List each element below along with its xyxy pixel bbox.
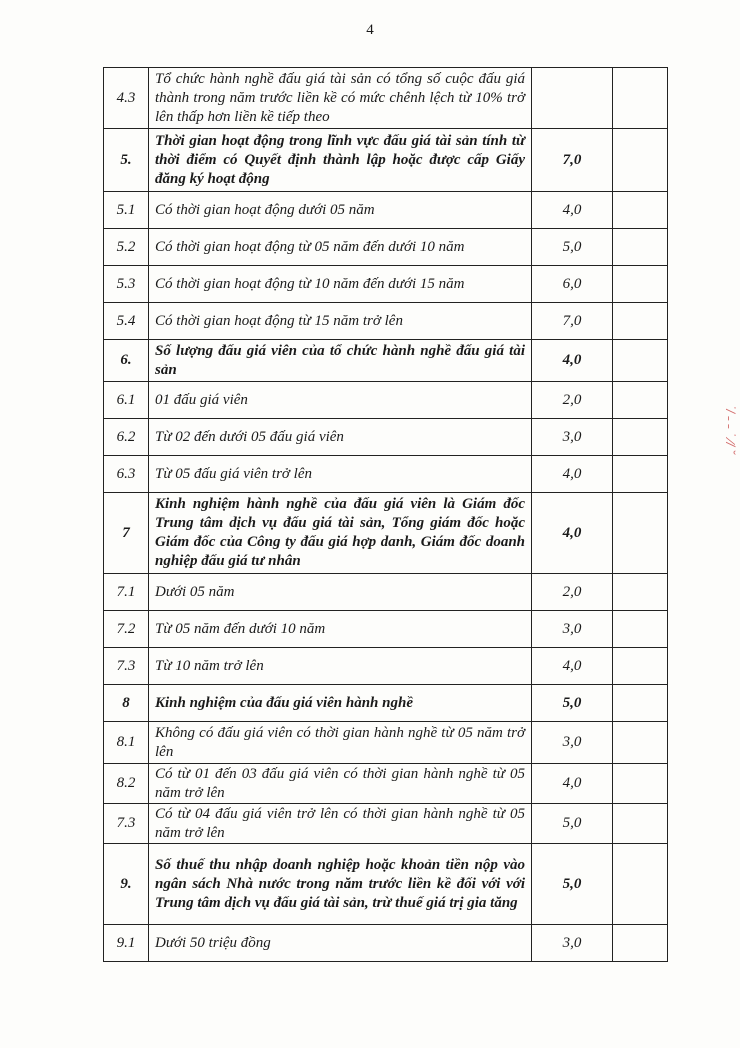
evaluation-cell (613, 611, 668, 648)
row-number: 6.1 (104, 382, 149, 419)
row-number: 8.1 (104, 722, 149, 764)
table-row (104, 303, 668, 340)
evaluation-cell (613, 925, 668, 962)
max-score: 7,0 (532, 129, 613, 192)
criterion-text: Có thời gian hoạt động từ 05 năm đến dưới 10 năm (149, 229, 532, 266)
criterion-text: Thời gian hoạt động trong lĩnh vực đấu giá tài sản tính từ thời điểm có Quyết định thành lập hoặc được cấp Giấy đăng ký hoạt động (149, 129, 532, 192)
evaluation-cell (613, 493, 668, 574)
max-score: 3,0 (532, 925, 613, 962)
max-score: 3,0 (532, 722, 613, 764)
criterion-text: Từ 05 đấu giá viên trở lên (149, 456, 532, 493)
row-number: 6.3 (104, 456, 149, 493)
row-number: 7.1 (104, 574, 149, 611)
criterion-text: Kinh nghiệm hành nghề của đấu giá viên là Giám đốc Trung tâm dịch vụ đấu giá tài sản, Tổng giám đốc hoặc Giám đốc của Công ty đấu giá hợp danh, Giám đốc doanh nghiệp đấu giá tư nhân (149, 493, 532, 574)
table-row (104, 129, 668, 192)
evaluation-cell (613, 192, 668, 229)
table-row (104, 419, 668, 456)
max-score: 5,0 (532, 804, 613, 844)
evaluation-cell (613, 266, 668, 303)
max-score: 3,0 (532, 419, 613, 456)
table-row (104, 68, 668, 129)
table-row (104, 340, 668, 382)
row-number: 9. (104, 844, 149, 925)
evaluation-cell (613, 722, 668, 764)
max-score: 5,0 (532, 685, 613, 722)
row-number: 5. (104, 129, 149, 192)
table-row (104, 493, 668, 574)
criterion-text: Tổ chức hành nghề đấu giá tài sản có tổng số cuộc đấu giá thành trong năm trước liền kề có mức chênh lệch từ 10% trở lên thấp hơn liền kề tiếp theo (149, 68, 532, 129)
criterion-text: Từ 10 năm trở lên (149, 648, 532, 685)
max-score: 4,0 (532, 192, 613, 229)
evaluation-cell (613, 685, 668, 722)
max-score: 5,0 (532, 844, 613, 925)
table-row (104, 611, 668, 648)
table-row (104, 722, 668, 764)
page-number: 4 (366, 22, 374, 38)
criterion-text: Số thuế thu nhập doanh nghiệp hoặc khoản tiền nộp vào ngân sách Nhà nước trong năm trước liền kề đối với với Trung tâm dịch vụ đấu giá tài sản, trừ thuế giá trị gia tăng (149, 844, 532, 925)
evaluation-cell (613, 340, 668, 382)
table-row (104, 192, 668, 229)
evaluation-cell (613, 229, 668, 266)
table-row (104, 648, 668, 685)
table-row (104, 266, 668, 303)
evaluation-cell (613, 844, 668, 925)
criterion-text: Kinh nghiệm của đấu giá viên hành nghề (149, 685, 532, 722)
row-number: 5.4 (104, 303, 149, 340)
criterion-text: Từ 02 đến dưới 05 đấu giá viên (149, 419, 532, 456)
criterion-text: Có thời gian hoạt động dưới 05 năm (149, 192, 532, 229)
row-number: 5.1 (104, 192, 149, 229)
row-number: 8 (104, 685, 149, 722)
row-number: 6. (104, 340, 149, 382)
criteria-table (103, 67, 668, 962)
row-number: 7.3 (104, 804, 149, 844)
max-score: 4,0 (532, 764, 613, 804)
row-number: 9.1 (104, 925, 149, 962)
criterion-text: Có thời gian hoạt động từ 10 năm đến dưới 15 năm (149, 266, 532, 303)
table-row (104, 229, 668, 266)
max-score (532, 68, 613, 129)
max-score: 4,0 (532, 493, 613, 574)
table-row (104, 925, 668, 962)
row-number: 5.2 (104, 229, 149, 266)
criterion-text: Không có đấu giá viên có thời gian hành nghề từ 05 năm trở lên (149, 722, 532, 764)
max-score: 4,0 (532, 456, 613, 493)
criterion-text: Có từ 01 đến 03 đấu giá viên có thời gian hành nghề từ 05 năm trở lên (149, 764, 532, 804)
max-score: 2,0 (532, 382, 613, 419)
evaluation-cell (613, 303, 668, 340)
max-score: 5,0 (532, 229, 613, 266)
max-score: 3,0 (532, 611, 613, 648)
row-number: 8.2 (104, 764, 149, 804)
evaluation-cell (613, 764, 668, 804)
row-number: 4.3 (104, 68, 149, 129)
table-row (104, 804, 668, 844)
max-score: 6,0 (532, 266, 613, 303)
row-number: 7.3 (104, 648, 149, 685)
evaluation-cell (613, 804, 668, 844)
table-row (104, 764, 668, 804)
row-number: 7.2 (104, 611, 149, 648)
criterion-text: Dưới 50 triệu đồng (149, 925, 532, 962)
max-score: 4,0 (532, 340, 613, 382)
max-score: 2,0 (532, 574, 613, 611)
row-number: 7 (104, 493, 149, 574)
row-number: 5.3 (104, 266, 149, 303)
criteria-table-body (104, 68, 668, 962)
table-row (104, 456, 668, 493)
table-row (104, 382, 668, 419)
evaluation-cell (613, 574, 668, 611)
criterion-text: Số lượng đấu giá viên của tổ chức hành nghề đấu giá tài sản (149, 340, 532, 382)
margin-stamp: ˙/ ˗ ˗ ˙ ∕/ ˘ (723, 405, 738, 455)
table-row (104, 574, 668, 611)
table-row (104, 844, 668, 925)
criterion-text: Từ 05 năm đến dưới 10 năm (149, 611, 532, 648)
table-row (104, 685, 668, 722)
evaluation-cell (613, 382, 668, 419)
evaluation-cell (613, 68, 668, 129)
evaluation-cell (613, 129, 668, 192)
criterion-text: Có từ 04 đấu giá viên trở lên có thời gian hành nghề từ 05 năm trở lên (149, 804, 532, 844)
criterion-text: 01 đấu giá viên (149, 382, 532, 419)
max-score: 4,0 (532, 648, 613, 685)
row-number: 6.2 (104, 419, 149, 456)
evaluation-cell (613, 456, 668, 493)
max-score: 7,0 (532, 303, 613, 340)
evaluation-cell (613, 648, 668, 685)
criterion-text: Dưới 05 năm (149, 574, 532, 611)
criterion-text: Có thời gian hoạt động từ 15 năm trở lên (149, 303, 532, 340)
evaluation-cell (613, 419, 668, 456)
